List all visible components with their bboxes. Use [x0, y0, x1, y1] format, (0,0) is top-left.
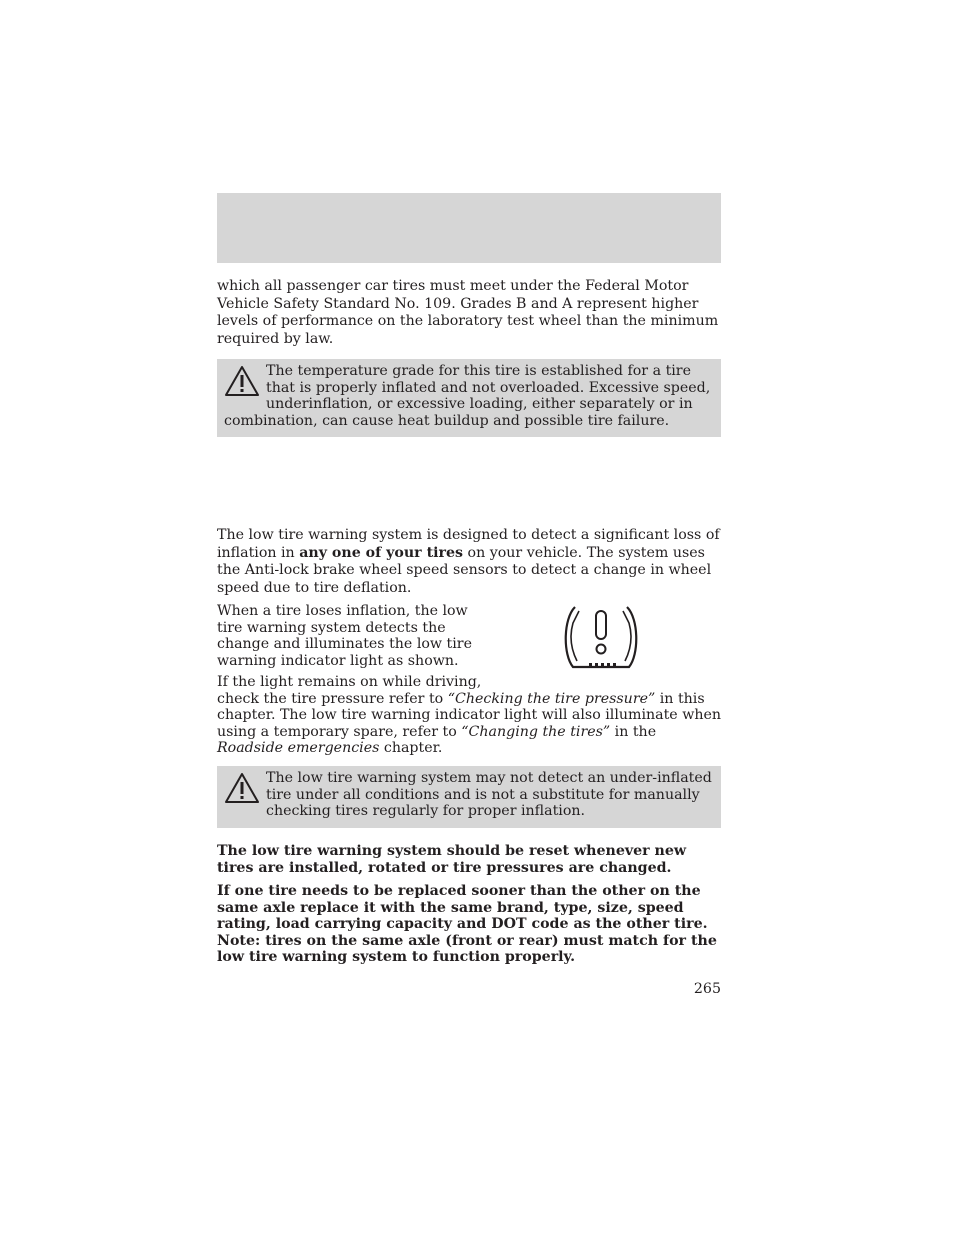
- warning-triangle-icon: [224, 772, 260, 804]
- paragraph-light-remains: [217, 674, 721, 757]
- ref-roadside-emergencies: Roadside emergencies: [217, 740, 380, 756]
- paragraph-tire-grades: which all passenger car tires must meet under the Federal Motor Vehicle Safety Standard No. 109. Grades B and A represent higher levels of performance on the laboratory test wheel than the minimum required by law.: [217, 278, 719, 347]
- paragraph-inflation-loss: When a tire loses inflation, the low tire warning system detects the change and illuminates the low tire warning indicator light as shown.: [217, 603, 472, 669]
- warning-triangle-icon: [224, 365, 260, 397]
- para4-text-b: in this chapter. The low tire warning indicator light will also illuminate when using a temporary spare, refer to: [217, 690, 722, 740]
- ref-changing-tires: “Changing the tires”: [461, 723, 611, 740]
- page-number: 265: [693, 981, 721, 997]
- bold-paragraph-reset: The low tire warning system should be reset whenever new tires are installed, rotated or tire pressures are changed.: [217, 843, 687, 876]
- para2-text-a: The low tire warning system is designed to detect a significant loss of inflation in: [217, 527, 720, 561]
- para2-text-b: on your vehicle. The system uses the Anti-lock brake wheel speed sensors to detect a change in wheel speed due to tire deflation.: [217, 544, 712, 596]
- bold-paragraph-replace: If one tire needs to be replaced sooner than the other on the same axle replace it with the same brand, type, size, speed rating, load carrying capacity and DOT code as the other tire. Note: tires on the same axle (front or rear) must match for the low tire warning system to function properly.: [217, 883, 717, 965]
- warning-text-low-tire: The low tire warning system may not detect an under-inflated tire under all conditions and is not a substitute for manually checking tires regularly for proper inflation.: [266, 770, 712, 819]
- warning-box-low-tire: [217, 766, 721, 828]
- paragraph-low-tire-system: [217, 527, 721, 597]
- ref-checking-tire-pressure: “Checking the tire pressure”: [447, 690, 656, 707]
- para4-text-c: in the: [610, 723, 657, 740]
- para4-text-d: chapter.: [379, 740, 443, 756]
- low-tire-warning-icon: [559, 603, 643, 675]
- para4-first-line: If the light remains on while driving,: [217, 674, 482, 690]
- para4-text-a: check the tire pressure refer to: [217, 690, 448, 707]
- para2-emphasis: any one of your tires: [299, 544, 464, 561]
- warning-box-temperature: [217, 359, 721, 437]
- warning-text-temperature: The temperature grade for this tire is established for a tire that is properly inflated and not overloaded. Excessive speed, underinflation, or excessive loading, either separately or in combination, can cause heat buildup and possible tire failure.: [224, 363, 711, 429]
- section-header-band: [217, 193, 721, 263]
